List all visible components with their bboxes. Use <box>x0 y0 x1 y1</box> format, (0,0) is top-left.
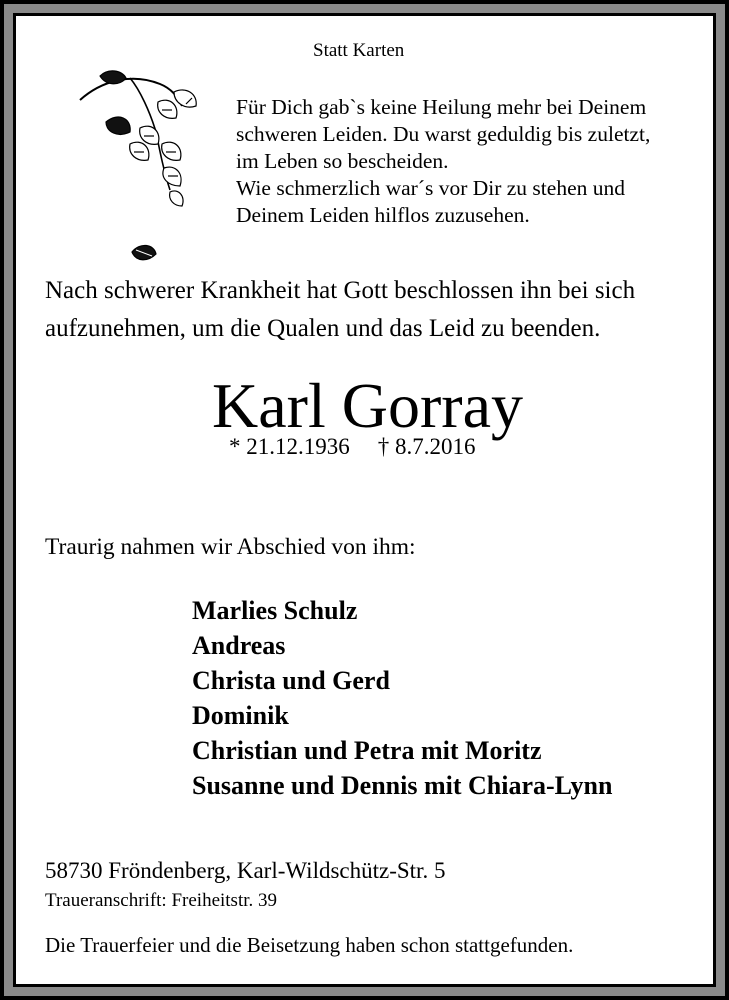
birth-date: * 21.12.1936 <box>229 434 350 459</box>
mourner-name: Marlies Schulz <box>192 596 358 625</box>
mourner-name: Christa und Gerd <box>192 666 390 695</box>
intro-line: Nach schwerer Krankheit hat Gott beschlossen ihn bei sich <box>45 277 636 304</box>
funeral-notice: Die Trauerfeier und die Beisetzung haben schon stattgefunden. <box>45 933 574 957</box>
poem-line: Deinem Leiden hilflos zuzusehen. <box>236 203 530 227</box>
death-date: † 8.7.2016 <box>377 434 476 459</box>
birch-branch-leaves-icon <box>70 62 210 272</box>
intro-text <box>45 272 635 348</box>
mourner-name: Susanne und Dennis mit Chiara-Lynn <box>192 771 613 800</box>
poem <box>236 94 650 229</box>
life-dates <box>229 434 476 460</box>
poem-line: Für Dich gab`s keine Heilung mehr bei Deinem <box>236 95 647 119</box>
poem-line: Wie schmerzlich war´s vor Dir zu stehen und <box>236 176 625 200</box>
poem-line: im Leben so bescheiden. <box>236 149 449 173</box>
mourner-name: Christian und Petra mit Moritz <box>192 736 542 765</box>
mourner-name: Andreas <box>192 631 286 660</box>
obituary-card <box>13 13 716 987</box>
family-address: 58730 Fröndenberg, Karl-Wildschütz-Str. 5 <box>45 858 446 883</box>
poem-line: schweren Leiden. Du warst geduldig bis zuletzt, <box>236 122 651 146</box>
mourning-address: Traueranschrift: Freiheitstr. 39 <box>45 890 278 911</box>
intro-line: aufzunehmen, um die Qualen und das Leid zu beenden. <box>45 315 601 342</box>
deceased-name: Karl Gorray <box>212 370 523 441</box>
mourner-name: Dominik <box>192 701 289 730</box>
mourners-list <box>192 593 612 803</box>
statt-karten-heading: Statt Karten <box>313 40 405 61</box>
farewell-line: Traurig nahmen wir Abschied von ihm: <box>45 534 416 560</box>
